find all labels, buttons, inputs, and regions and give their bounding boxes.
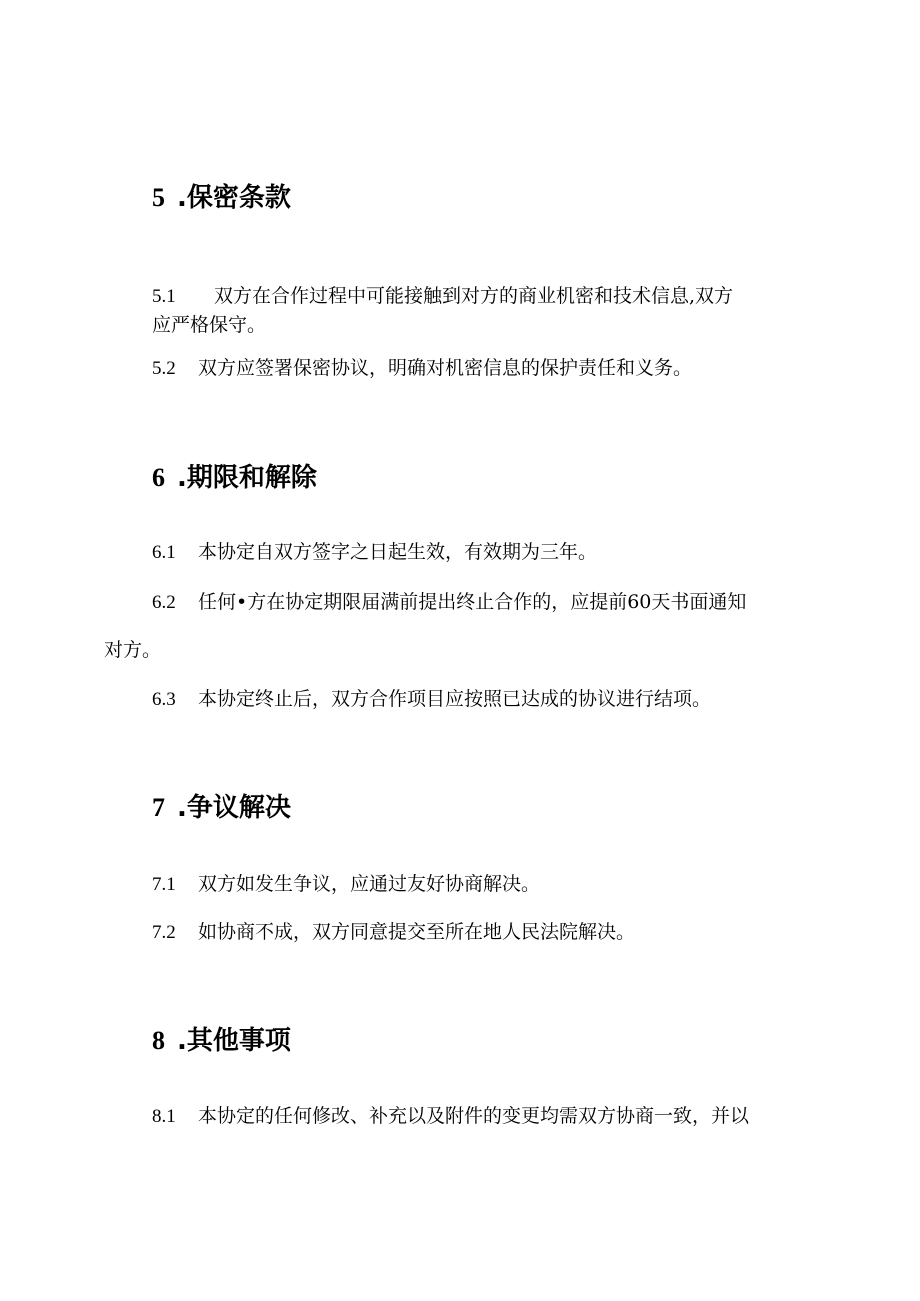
section-title: .其他事项 xyxy=(177,1026,291,1056)
section-number: 6 xyxy=(152,463,165,492)
clause-text: 本协定终止后，双方合作项目应按照已达成的协议进行结项。 xyxy=(198,688,712,710)
clause-text: 双方在合作过程中可能接触到对方的商业机密和技术信息,双方 xyxy=(214,285,734,307)
clause-number: 5.2 xyxy=(152,358,176,379)
section-title: .保密条款 xyxy=(177,183,291,213)
clause-6-1 xyxy=(152,539,597,566)
section-heading-7 xyxy=(152,792,291,824)
clause-number: 5.1 xyxy=(152,286,176,307)
clause-number: 7.2 xyxy=(152,922,176,943)
clause-6-3 xyxy=(152,686,711,713)
clause-number: 6.1 xyxy=(152,542,176,563)
section-heading-8 xyxy=(152,1025,291,1057)
section-title: .期限和解除 xyxy=(177,463,317,493)
clause-7-2 xyxy=(152,919,635,946)
clause-text: 任何•方在协定期限届满前提出终止合作的，应提前60天书面通知 xyxy=(198,591,747,613)
clause-text: 双方如发生争议，应通过友好协商解决。 xyxy=(198,873,541,895)
clause-6-2 xyxy=(152,589,746,616)
clause-5-1 xyxy=(152,283,733,310)
clause-text: 本协定的任何修改、补充以及附件的变更均需双方协商一致，并以 xyxy=(198,1105,750,1127)
section-number: 5 xyxy=(152,183,165,212)
clause-5-2 xyxy=(152,355,692,382)
clause-8-1 xyxy=(152,1103,749,1130)
clause-number: 6.3 xyxy=(152,689,176,710)
clause-number: 6.2 xyxy=(152,592,176,613)
clause-number: 7.1 xyxy=(152,874,176,895)
clause-7-1 xyxy=(152,871,540,898)
clause-text: 如协商不成，双方同意提交至所在地人民法院解决。 xyxy=(198,921,636,943)
clause-5-1-continuation: 应严格保守。 xyxy=(152,314,267,336)
section-heading-6 xyxy=(152,462,317,494)
section-heading-5 xyxy=(152,182,291,214)
clause-6-2-continuation: 对方。 xyxy=(104,639,162,661)
section-number: 7 xyxy=(152,793,165,822)
section-title: .争议解决 xyxy=(177,793,291,823)
section-number: 8 xyxy=(152,1026,165,1055)
clause-text: 本协定自双方签字之日起生效，有效期为三年。 xyxy=(198,541,598,563)
clause-number: 8.1 xyxy=(152,1106,176,1127)
clause-text: 双方应签署保密协议，明确对机密信息的保护责任和义务。 xyxy=(198,357,693,379)
